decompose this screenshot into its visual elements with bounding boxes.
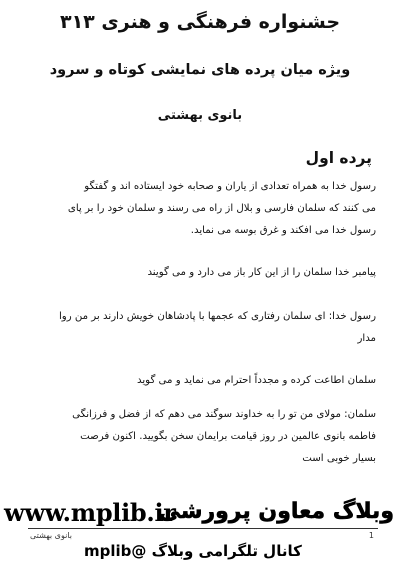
paragraph-line: مدار [357,333,376,344]
paragraph-line: پیامبر خدا سلمان را از این کار باز می دارد و می گویند [147,267,376,278]
act-title: پرده اول [305,149,372,167]
paragraph-line: رسول خدا: ای سلمان رفتاری که عجمها با پادشاهان خویش دارند بر من روا [58,311,376,322]
paragraph-line: فاطمه بانوی عالمین در روز قیامت برایمان سخن بگویید. اکنون فرصت [80,431,376,442]
paragraph-dialogue-prophet [22,306,376,350]
footer-divider [28,528,378,529]
sub-title: ویژه میان پرده های نمایشی کوتاه و سرود [49,62,351,78]
author-name: بانوی بهشتی [157,108,243,123]
paragraph-prophet [22,262,376,284]
footer-page-number: 1 [368,531,374,540]
footer-author: بانوی بهشتی [30,531,72,540]
paragraph-line: سلمان: مولای من تو را به خداوند سوگند می دهم که از فضل و فرزانگی [72,409,376,420]
paragraph-dialogue-salman [22,404,376,470]
paragraph-line: بسیار خوبی است [302,453,376,464]
paragraph-line: رسول خدا به همراه تعدادی از یاران و صحابه خود ایستاده اند و گفتگو [84,181,376,192]
watermark-telegram: کانال تلگرامی وبلاگ @mplib [84,542,302,560]
paragraph-narration [22,176,376,242]
paragraph-line: می کنند که سلمان فارسی و بلال از راه می رسند و سلمان خود را بر پای [67,203,376,214]
watermark-url: www.mplib.ir [4,498,176,527]
paragraph-line: رسول خدا می افکند و غرق بوسه می نماید. [190,225,376,236]
watermark-blog-title: وبلاگ معاون پرورشی [158,499,394,524]
paragraph-salman-obeys [22,370,376,392]
paragraph-line: سلمان اطاعت کرده و مجدداً احترام می نماید و می گوید [137,375,376,386]
main-title: جشنواره فرهنگی و هنری ۳۱۳ [59,11,341,33]
